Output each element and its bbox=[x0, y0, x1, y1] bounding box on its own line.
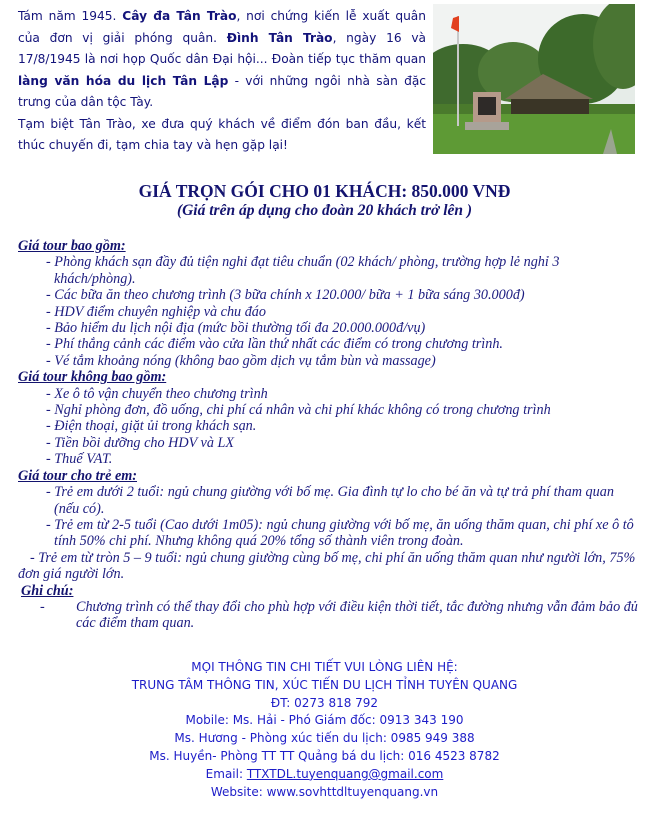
highlight-dinh-tan-trao: Đình Tân Trào bbox=[226, 30, 333, 45]
included-item: - Các bữa ăn theo chương trình (3 bữa chính x 120.000/ bữa + 1 bữa sáng 30.000đ) bbox=[46, 287, 525, 304]
price-heading bbox=[0, 181, 649, 220]
contact-organization: TRUNG TÂM THÔNG TIN, XÚC TIẾN DU LỊCH TỈNH TUYÊN QUANG bbox=[131, 677, 518, 692]
note-item bbox=[38, 599, 638, 632]
children-item: - Trẻ em từ 2-5 tuổi (Cao dưới 1m05): ngủ chung giường với bố mẹ, ăn uống thăm quan, chi phí xe ô tô tính 50% chi phí. Nhưng không quá 20% tổng số thành viên trong đoàn. bbox=[46, 516, 634, 550]
excluded-heading: Giá tour không bao gồm: bbox=[18, 369, 167, 386]
contact-info bbox=[0, 659, 649, 801]
contact-email-row bbox=[0, 766, 649, 784]
contact-mobile-3: Ms. Huyền- Phòng TT TT Quảng bá du lịch: 016 4523 8782 bbox=[149, 748, 500, 763]
excluded-item: - Tiền bồi dưỡng cho HDV và LX bbox=[46, 434, 235, 451]
note-dash: - bbox=[40, 598, 45, 615]
email-link[interactable]: TTXTDL.tuyenquang@gmail.com bbox=[246, 766, 444, 781]
price-title: GIÁ TRỌN GÓI CHO 01 KHÁCH: 850.000 VNĐ bbox=[138, 181, 511, 201]
price-subtitle: (Giá trên áp dụng cho đoàn 20 khách trở lên ) bbox=[176, 202, 473, 219]
contact-mobile-1: Mobile: Ms. Hải - Phó Giám đốc: 0913 343 190 bbox=[185, 713, 464, 728]
intro-paragraph-1: Tám năm 1945. Cây đa Tân Trào, nơi chứng kiến lễ xuất quân của đơn vị giải phóng quân. Đình Tân Trào, ngày 16 và 17/8/1945 là nơi họp Quốc dân Đại hội... Đoàn tiếp tục thăm quan làng văn hóa du lịch Tân Lập - với những ngôi nhà sàn đặc trưng của dân tộc Tày. bbox=[18, 9, 427, 109]
included-item: - Phòng khách sạn đầy đủ tiện nghi đạt tiêu chuẩn (02 khách/ phòng, trường hợp lẻ nghỉ 3 khách/phòng). bbox=[46, 254, 560, 287]
note-text: Chương trình có thể thay đổi cho phù hợp với điều kiện thời tiết, tắc đường nhưng vẫn đảm bảo đủ các điểm tham quan. bbox=[76, 598, 638, 632]
highlight-cay-da: Cây đa Tân Trào bbox=[122, 9, 237, 23]
intro-text bbox=[18, 6, 426, 157]
included-item: - HDV điểm chuyên nghiệp và chu đáo bbox=[46, 303, 266, 320]
contact-mobile-2: Ms. Hương - Phòng xúc tiến du lịch: 0985 949 388 bbox=[174, 731, 475, 746]
contact-website: Website: www.sovhttdltuyenquang.vn bbox=[210, 784, 439, 799]
contact-phone: ĐT: 0273 818 792 bbox=[270, 695, 379, 710]
intro-paragraph-2: Tạm biệt Tân Trào, xe đưa quý khách về điểm đón ban đầu, kết thúc chuyến đi, tạm chia tay và hẹn gặp lại! bbox=[18, 116, 426, 152]
excluded-item: - Thuế VAT. bbox=[46, 451, 113, 468]
tour-terms bbox=[18, 238, 638, 632]
excluded-item: - Xe ô tô vận chuyển theo chương trình bbox=[46, 385, 268, 402]
contact-heading: MỌI THÔNG TIN CHI TIẾT VUI LÒNG LIÊN HỆ: bbox=[191, 660, 458, 674]
included-item: - Bảo hiểm du lịch nội địa (mức bồi thường tối đa 20.000.000đ/vụ) bbox=[46, 320, 426, 337]
tan-trao-stilt-house-photo-icon bbox=[433, 4, 635, 154]
children-item: - Trẻ em từ tròn 5 – 9 tuổi: ngủ chung giường cùng bố mẹ, chi phí ăn uống thăm quan như người lớn, 75% đơn giá người lớn. bbox=[18, 549, 636, 583]
included-heading: Giá tour bao gồm: bbox=[18, 238, 126, 254]
included-item: - Phí thắng cảnh các điểm vào cửa lần thứ nhất các điểm có trong chương trình. bbox=[46, 336, 503, 353]
children-heading: Giá tour cho trẻ em: bbox=[18, 467, 138, 484]
excluded-item: - Điện thoại, giặt ủi trong khách sạn. bbox=[46, 418, 257, 435]
email-label: Email: bbox=[205, 766, 247, 781]
tan-trao-photo bbox=[433, 4, 635, 154]
highlight-lang-van-hoa: làng văn hóa du lịch Tân Lập bbox=[18, 73, 229, 88]
notes-heading: Ghi chú: bbox=[21, 582, 74, 599]
children-item: - Trẻ em dưới 2 tuổi: ngủ chung giường với bố mẹ. Gia đình tự lo cho bé ăn và tự trả phí tham quan (nếu có). bbox=[46, 484, 614, 517]
included-item: - Vé tắm khoảng nóng (không bao gồm dịch vụ tắm bùn và massage) bbox=[46, 352, 436, 369]
excluded-item: - Nghỉ phòng đơn, đồ uống, chi phí cá nhân và chi phí khác không có trong chương trình bbox=[46, 402, 551, 419]
